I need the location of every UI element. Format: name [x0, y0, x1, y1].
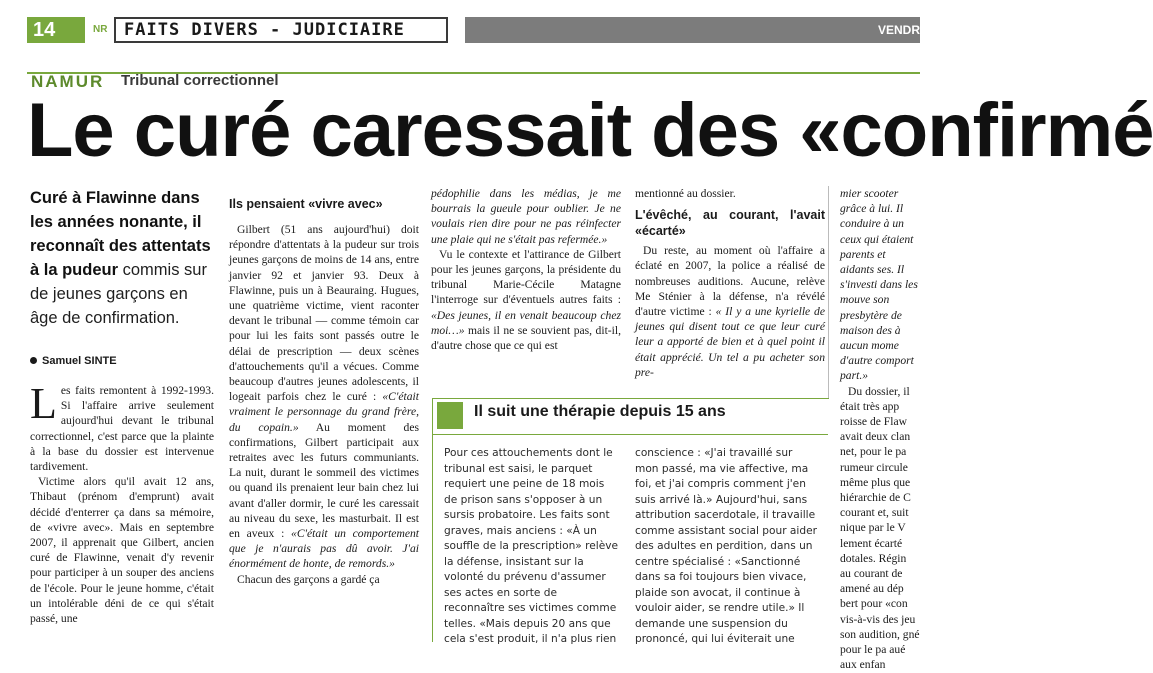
box-column-right [635, 446, 817, 648]
bullet-icon [30, 357, 37, 364]
header-bar [465, 17, 920, 43]
box-marker-icon [437, 402, 463, 429]
box-title-rule [432, 434, 828, 435]
col4-quote-1: « Il y a une kyrielle de jeunes qui disent tout ce que leur curé leur a apporté de bien et à quel point il était apprécié. Un tel a pu acheter son pre- [635, 305, 825, 379]
col4-paragraph-1: Du reste, au moment où l'affaire a éclaté en 2007, la police a réalisé de nombreuses auditions. Aucune, relève Me Sténier à la défense, n'a révélé d'autre victime : [635, 244, 825, 319]
col3-quote-1: «Des jeunes, il en venait beaucoup chez moi…» [431, 308, 621, 337]
lead-rest: commis sur de jeunes garçons en âge de confirmation. [30, 261, 207, 327]
header-date: VENDRE [878, 23, 929, 37]
col2-quote-2: «C'était un comportement que je n'aurais pas dû avoir. J'ai énormément de honte, de remords.» [229, 527, 419, 571]
col5-paragraph-1: Du dossier, il était très app roisse de Flaw avait deux clan net, pour le pa rumeur circule même plus que hiérarchie de C courant et, suit nique par le V lement écarté dotales. Régin au courant de amené au dép bert pour «con vis-à-vis des jeu son audition, gné pour le pa aué aux enfan [840, 384, 920, 672]
box-text-right: conscience : «J'ai travaillé sur mon passé, ma vie affective, ma foi, et j'ai compris comment j'en suis arrivé là.» Aujourd'hui, sans attribution sacerdotale, il travaille comme assistant social pour aider des adultes en perdition, dans un centre spécialisé : «Sanctionné dans sa foi toujours bien vivace, plaide son avocat, il continue à vouloir aider, se rendre utile.» Il demande une suspension du prononcé, qui lui éviterait une [635, 447, 817, 645]
box-text-left: Pour ces attouchements dont le tribunal est saisi, le parquet requiert une peine de 18 mois de prison sans s'opposer à un sursis probatoire. Les faits sont graves, mais anciens : «À un souffle de la prescription» relève la défense, insistant sur la volonté du prévenu d'assumer ses actes en sorte de reconnaître ses victimes comme telles. «Mais depuis 20 ans que cela s'est produit, il n'a plus rien [444, 447, 619, 645]
column-2 [229, 196, 419, 587]
box-column-left [444, 446, 620, 648]
drop-cap: L [30, 379, 57, 428]
col3-paragraph-1b: mais il ne se souvient pas, dit-il, d'autre chose que ce qui est [431, 323, 621, 353]
subhead-eveche: L'évêché, au courant, l'avait «écarté» [635, 208, 825, 239]
byline [30, 355, 117, 367]
col1-paragraph-1: es faits remontent à 1992-1993. Si l'affaire arrive seulement aujourd'hui devant le tribunal correctionnel, c'est parce que la plainte à la base du dossier est intervenue tardivement. [30, 384, 214, 474]
col3-paragraph-1: Vu le contexte et l'attirance de Gilbert pour les jeunes garçons, la présidente du tribunal Marie-Cécile Matagne l'interroge sur d'éventuels autres faits : [431, 247, 621, 307]
box-title: Il suit une thérapie depuis 15 ans [474, 403, 726, 420]
col2-paragraph-1b: Au moment des confirmations, Gilbert participait aux retraites avec les futurs communiants. La nuit, durant le sommeil des victimes ou quand ils prenaient leur bain chez lui avant d'aller dormir, le curé les caressait au niveau du sexe, les masturbait. Il est en aveux : [229, 420, 419, 541]
col3-quote-0: pédophilie dans les médias, je me bourrais la gueule pour oublier. Je ne voulais rien dire pour ne pas réinfecter une plaie qui ne s'était pas refermée.» [431, 187, 621, 246]
article-headline: Le curé caressait des «confirmé [27, 88, 1153, 173]
column-1 [30, 379, 214, 626]
column-5 [840, 186, 920, 673]
col5-quote-0: mier scooter grâce à lui. Il conduire à un ceux qui étaient parents et aidants ses. Il s'investi dans les mouve son presbytère de maison des à aucun mome d'autre comport part.» [840, 187, 918, 383]
newspaper-logo: NR [93, 24, 108, 35]
col2-paragraph-2: Chacun des garçons a gardé ça [237, 572, 380, 586]
column-4 [635, 186, 825, 380]
section-rubric: FAITS DIVERS - JUDICIAIRE [114, 17, 448, 43]
article-lead [30, 186, 212, 330]
col1-paragraph-2: Victime alors qu'il avait 12 ans, Thibaut (prénom d'emprunt) avait décidé d'enterrer ça dans sa mémoire, de «vivre avec». Mais en septembre 2007, il apprenait que Gilbert, ancien curé de Flawinne, venait d'y revenir pour participer à un souper des anciens de l'école. Pour le jeune homme, c'était un intolérable déni de ce qui s'était passé, une [30, 475, 214, 626]
kicker-court: Tribunal correctionnel [121, 72, 279, 89]
kicker-city: NAMUR [31, 72, 105, 91]
col4-paragraph-0: mentionné au dossier. [635, 187, 736, 200]
col2-quote-1: «C'était vraiment le personnage du grand frère, du copain.» [229, 390, 419, 434]
col2-paragraph-1: Gilbert (51 ans aujourd'hui) doit répondre d'attentats à la pudeur sur trois jeunes garçons de moins de 14 ans, entre janvier 92 et janvier 93. Deux à Flawinne, puis un à Beauraing. Hugues, une quatrième victime, vient raconter devant le tribunal — comme témoin car pour lui les faits sont passés outre le délai de prescription — deux scènes d'attouchements qu'il a vécues. Comme beaucoup d'autres jeunes adolescents, il logeait parfois chez le curé : [229, 223, 419, 404]
lead-bold: Curé à Flawinne dans les années nonante, il reconnaît des attentats à la pudeur [30, 189, 211, 279]
subhead-vivre-avec: Ils pensaient «vivre avec» [229, 197, 383, 211]
author-name: Samuel SINTE [42, 355, 117, 367]
column-3 [431, 186, 621, 353]
page-number: 14 [27, 17, 85, 43]
